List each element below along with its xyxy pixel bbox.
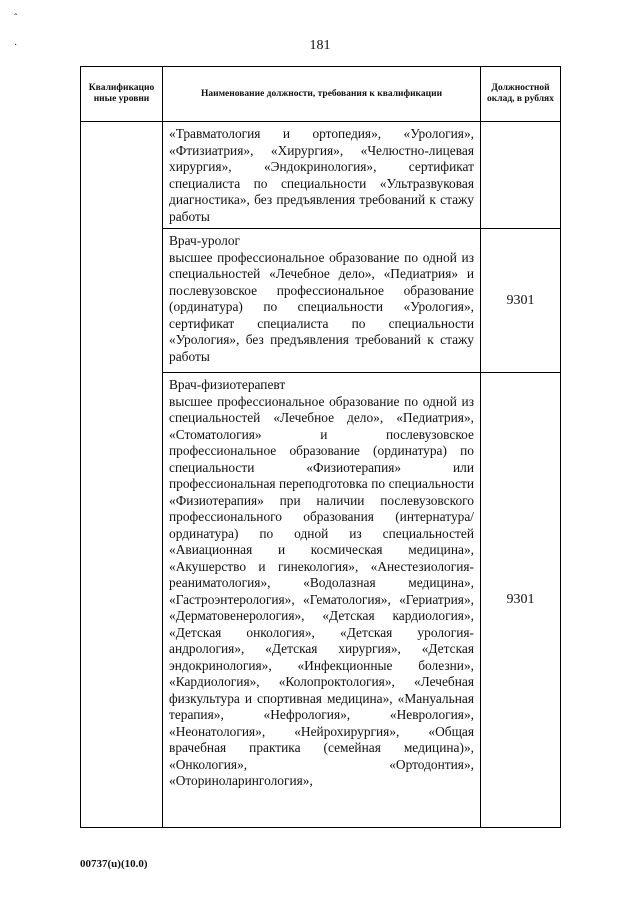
salary-cell: 9301	[481, 229, 561, 373]
requirements-cell	[163, 122, 481, 229]
position-title: Врач-физиотерапевт	[169, 377, 286, 392]
header-salary: Должностной оклад, в рублях	[481, 67, 561, 122]
qualification-table	[80, 66, 561, 828]
page-number: 181	[309, 38, 331, 53]
scan-mark: ˆ	[14, 13, 18, 24]
header-position-requirements: Наименование должности, требования к квалификации	[163, 67, 481, 122]
salary-cell: 9301	[481, 373, 561, 828]
table-header-row	[81, 67, 561, 122]
scan-mark: ·	[14, 40, 18, 51]
requirements-cell	[163, 229, 481, 373]
document-code: 00737(u)(10.0)	[80, 858, 148, 870]
header-qualification-levels: Квалификацио нные уровни	[81, 67, 163, 122]
position-title: Врач-уролог	[169, 233, 241, 248]
salary-cell	[481, 122, 561, 229]
requirements-text: «Травматология и ортопедия», «Урология», «Фтизиатрия», «Хирургия», «Челюстно-лицевая хирургия», «Эндокринология», сертификат специалиста по специальности «Ультразвуковая диагностика», без предъявления требований к стажу работы	[169, 126, 474, 224]
qualification-level-cell	[81, 122, 163, 828]
requirements-cell	[163, 373, 481, 828]
requirements-text: высшее профессиональное образование по одной из специальностей «Лечебное дело», «Педиатрия», «Стоматология» и послевузовское профессиональное образование (ординатура) по специальности «Физиотерапия» или профессиональная переподготовка по специальности «Физиотерапия» при наличии послевузовского профессионального образования (интернатура/ординатура) по одной из специальностей «Авиационная и космическая медицина», «Акушерство и гинекология», «Анестезиология-реаниматология», «Водолазная медицина», «Гастроэнтерология», «Гематология», «Гериатрия», «Дерматовенерология», «Детская кардиология», «Детская онкология», «Детская урология-андрология», «Детская хирургия», «Детская эндокринология», «Инфекционные болезни», «Кардиология», «Колопроктология», «Лечебная физкультура и спортивная медицина», «Мануальная терапия», «Нефрология», «Неврология», «Неонатология», «Нейрохирургия», «Общая врачебная практика (семейная медицина)», «Онкология», «Ортодонтия», «Оториноларингология»,	[169, 393, 474, 788]
requirements-text: высшее профессиональное образование по одной из специальностей «Лечебное дело», «Педиатрия» и послевузовское профессиональное образование (ординатура) по специальности «Урология», сертификат специалиста по специальности «Урология», без предъявления требований к стажу работы	[169, 249, 474, 364]
table-row	[81, 122, 561, 229]
